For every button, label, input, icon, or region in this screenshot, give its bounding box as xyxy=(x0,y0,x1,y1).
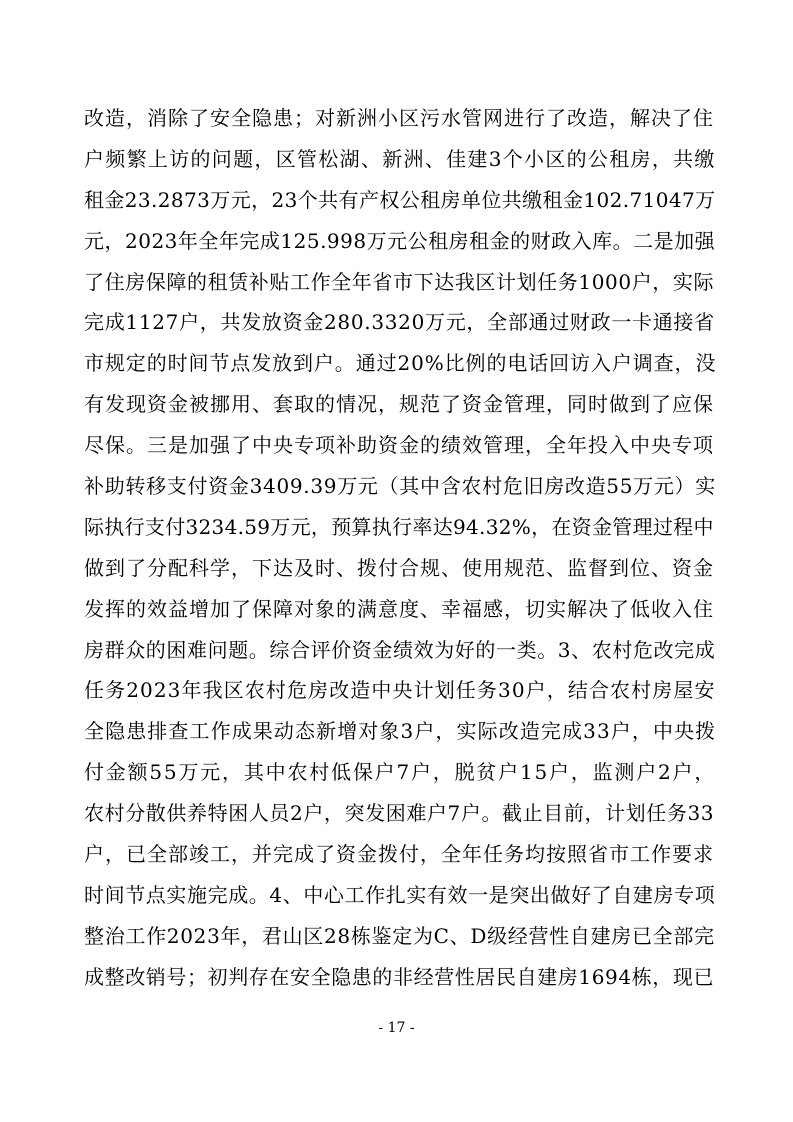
text-line: 付金额55万元，其中农村低保户7户，脱贫户15户，监测户2户， xyxy=(84,760,717,785)
text-line: 有发现资金被挪用、套取的情况，规范了资金管理，同时做到了应保 xyxy=(84,392,714,417)
text-line: 户，已全部竣工，并完成了资金拨付，全年任务均按照省市工作要求 xyxy=(84,842,714,867)
text-line: 全隐患排查工作成果动态新增对象3户，实际改造完成33户，中央拨 xyxy=(84,719,717,744)
text-line: 尽保。三是加强了中央专项补助资金的绩效管理，全年投入中央专项 xyxy=(84,433,714,458)
text-line: 补助转移支付资金3409.39万元（其中含农村危旧房改造55万元）实 xyxy=(84,474,716,499)
text-line: 任务2023年我区农村危房改造中央计划任务30户，结合农村房屋安 xyxy=(84,678,716,703)
text-line: 户频繁上访的问题，区管松湖、新洲、佳建3个小区的公租房，共缴 xyxy=(84,146,716,171)
text-line: 做到了分配科学，下达及时、拨付合规、使用规范、监督到位、资金 xyxy=(84,555,714,580)
text-line: 时间节点实施完成。4、中心工作扎实有效一是突出做好了自建房专项 xyxy=(84,882,716,907)
text-line: 农村分散供养特困人员2户，突发困难户7户。截止目前，计划任务33 xyxy=(84,801,715,826)
text-line: 租金23.2873万元，23个共有产权公租房单位共缴租金102.71047万 xyxy=(84,187,716,212)
text-line: 房群众的困难问题。综合评价资金绩效为好的一类。3、农村危改完成 xyxy=(84,637,716,662)
text-line: 市规定的时间节点发放到户。通过20%比例的电话回访入户调查，没 xyxy=(84,351,717,376)
text-line: 整治工作2023年，君山区28栋鉴定为C、D级经营性自建房已全部完 xyxy=(84,923,715,948)
page-number: - 17 - xyxy=(378,1020,415,1036)
text-line: 发挥的效益增加了保障对象的满意度、幸福感，切实解决了低收入住 xyxy=(84,596,714,621)
body-paragraph xyxy=(84,98,716,998)
text-line: 成整改销号；初判存在安全隐患的非经营性居民自建房1694栋，现已 xyxy=(84,964,715,989)
text-line: 了住房保障的租赁补贴工作全年省市下达我区计划任务1000户，实际 xyxy=(84,269,715,294)
text-line: 改造，消除了安全隐患；对新洲小区污水管网进行了改造，解决了住 xyxy=(84,106,714,130)
text-line: 完成1127户，共发放资金280.3320万元，全部通过财政一卡通接省 xyxy=(84,310,715,335)
text-line: 元，2023年全年完成125.998万元公租房租金的财政入库。二是加强 xyxy=(84,228,716,253)
text-line: 际执行支付3234.59万元，预算执行率达94.32%，在资金管理过程中 xyxy=(84,514,714,539)
